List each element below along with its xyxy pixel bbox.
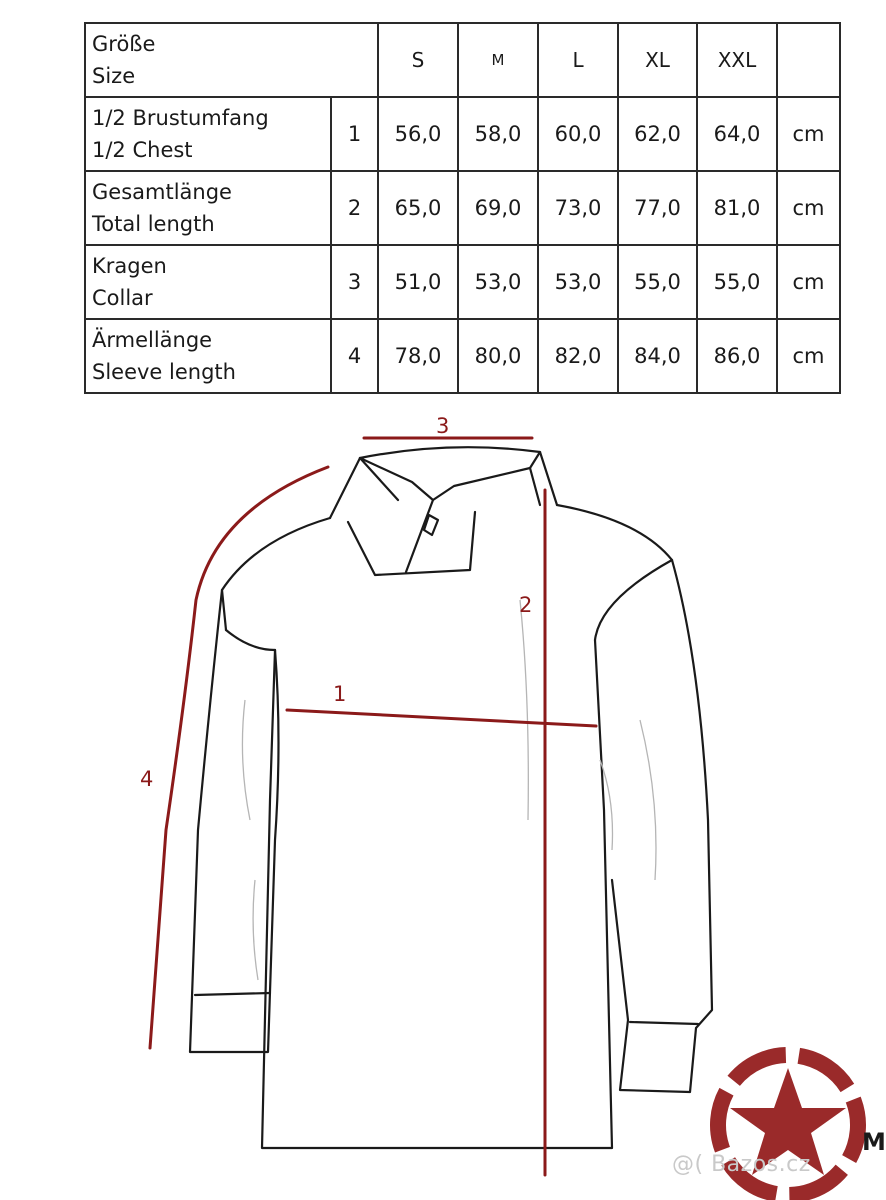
row-label-de: Gesamtlänge bbox=[92, 180, 232, 204]
table-row-collar bbox=[85, 245, 840, 319]
row-label bbox=[85, 97, 331, 171]
cell-l: 82,0 bbox=[538, 319, 618, 393]
row-label-en: Sleeve length bbox=[92, 360, 236, 384]
zipper-line bbox=[406, 500, 433, 572]
collar-fold bbox=[360, 458, 398, 500]
collar-outline bbox=[330, 447, 557, 518]
fold-line bbox=[520, 600, 528, 820]
chest-measure-line bbox=[287, 710, 596, 726]
cell-xxl: 86,0 bbox=[697, 319, 777, 393]
cell-s: 51,0 bbox=[378, 245, 458, 319]
table-row-sleeve-length bbox=[85, 319, 840, 393]
right-shoulder-outline bbox=[557, 505, 672, 560]
size-header-m: M bbox=[458, 23, 538, 97]
row-label bbox=[85, 245, 331, 319]
measurement-labels bbox=[140, 414, 532, 791]
table-header-row bbox=[85, 23, 840, 97]
cell-m: 58,0 bbox=[458, 97, 538, 171]
fold-line bbox=[640, 720, 656, 880]
row-label-en: Total length bbox=[92, 212, 215, 236]
sleeve-measure-label: 4 bbox=[140, 767, 154, 791]
length-measure-label: 2 bbox=[519, 593, 533, 617]
size-header-s: S bbox=[378, 23, 458, 97]
cell-xl: 77,0 bbox=[618, 171, 697, 245]
row-label-en: Collar bbox=[92, 286, 153, 310]
size-header-label bbox=[85, 23, 378, 97]
cell-m: 80,0 bbox=[458, 319, 538, 393]
cell-m: 53,0 bbox=[458, 245, 538, 319]
row-label-de: Kragen bbox=[92, 254, 167, 278]
fold-line bbox=[242, 700, 250, 820]
cell-xl: 62,0 bbox=[618, 97, 697, 171]
cell-l: 60,0 bbox=[538, 97, 618, 171]
size-header-l: L bbox=[538, 23, 618, 97]
row-number: 3 bbox=[331, 245, 378, 319]
right-cuff-line bbox=[630, 1022, 698, 1024]
size-header-xl: XL bbox=[618, 23, 697, 97]
fold-line bbox=[253, 880, 258, 980]
size-chart-table bbox=[84, 22, 841, 394]
cell-xxl: 81,0 bbox=[697, 171, 777, 245]
chest-measure-label: 1 bbox=[333, 682, 347, 706]
size-header-xxl: XXL bbox=[697, 23, 777, 97]
cell-unit: cm bbox=[777, 245, 840, 319]
measurement-lines bbox=[150, 438, 596, 1175]
torso-outline bbox=[262, 640, 612, 1148]
fold-lines bbox=[242, 600, 656, 980]
collar-measure-label: 3 bbox=[436, 414, 450, 438]
row-number: 1 bbox=[331, 97, 378, 171]
row-label-de: Ärmellänge bbox=[92, 328, 213, 352]
cell-unit: cm bbox=[777, 171, 840, 245]
cell-l: 53,0 bbox=[538, 245, 618, 319]
logo-letter: M bbox=[862, 1128, 886, 1156]
cell-s: 78,0 bbox=[378, 319, 458, 393]
left-shoulder-outline bbox=[222, 518, 330, 630]
watermark-text: @( Bazos.cz bbox=[672, 1152, 811, 1177]
collar-inner-outline bbox=[360, 452, 540, 500]
placket-outline bbox=[348, 512, 475, 575]
unit-header-empty bbox=[777, 23, 840, 97]
table-row-chest bbox=[85, 97, 840, 171]
row-label-de: 1/2 Brustumfang bbox=[92, 106, 269, 130]
cell-s: 65,0 bbox=[378, 171, 458, 245]
row-label-en: 1/2 Chest bbox=[92, 138, 193, 162]
row-number: 4 bbox=[331, 319, 378, 393]
cell-l: 73,0 bbox=[538, 171, 618, 245]
cell-xxl: 55,0 bbox=[697, 245, 777, 319]
row-label bbox=[85, 171, 331, 245]
left-cuff-line bbox=[195, 993, 270, 995]
shirt-outline bbox=[190, 447, 712, 1148]
left-armhole bbox=[226, 630, 275, 650]
size-label-en: Size bbox=[92, 64, 136, 88]
cell-unit: cm bbox=[777, 97, 840, 171]
size-label-de: Größe bbox=[92, 32, 156, 56]
sleeve-measure-line bbox=[150, 467, 328, 1048]
row-number: 2 bbox=[331, 171, 378, 245]
cell-unit: cm bbox=[777, 319, 840, 393]
cell-s: 56,0 bbox=[378, 97, 458, 171]
cell-xl: 55,0 bbox=[618, 245, 697, 319]
cell-m: 69,0 bbox=[458, 171, 538, 245]
cell-xl: 84,0 bbox=[618, 319, 697, 393]
row-label bbox=[85, 319, 331, 393]
cell-xxl: 64,0 bbox=[697, 97, 777, 171]
shirt-measurement-diagram bbox=[0, 400, 870, 1200]
table-row-total-length bbox=[85, 171, 840, 245]
collar-fold-right bbox=[530, 468, 540, 505]
